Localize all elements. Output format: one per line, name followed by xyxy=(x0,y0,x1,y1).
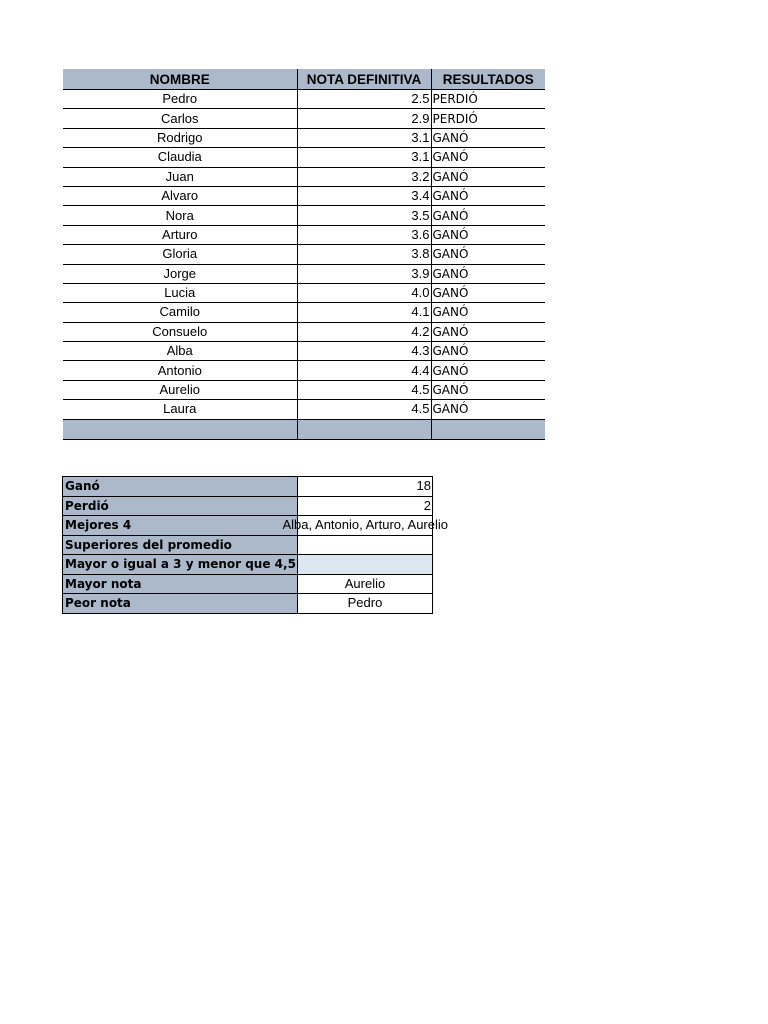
table-row xyxy=(63,342,545,361)
summary-value[interactable] xyxy=(298,535,433,555)
header-nombre[interactable]: NOMBRE xyxy=(63,69,297,90)
result-cell[interactable]: GANÓ xyxy=(431,361,545,380)
result-cell[interactable]: GANÓ xyxy=(431,148,545,167)
table-footer-row xyxy=(63,419,545,439)
student-name-cell[interactable]: Lucia xyxy=(63,283,297,302)
result-cell[interactable]: GANÓ xyxy=(431,128,545,147)
summary-value-text: Alba, Antonio, Arturo, Aurelio xyxy=(282,517,448,532)
result-cell[interactable]: GANÓ xyxy=(431,186,545,205)
table-row xyxy=(63,206,545,225)
student-name-cell[interactable]: Consuelo xyxy=(63,322,297,341)
student-name-cell[interactable]: Aurelio xyxy=(63,380,297,399)
summary-row xyxy=(63,535,433,555)
grade-cell[interactable]: 3.4 xyxy=(297,186,431,205)
result-cell[interactable]: GANÓ xyxy=(431,167,545,186)
result-cell[interactable]: GANÓ xyxy=(431,303,545,322)
table-row xyxy=(63,303,545,322)
grade-cell[interactable]: 3.6 xyxy=(297,225,431,244)
grades-header-row xyxy=(63,69,545,90)
summary-value[interactable]: 18 xyxy=(298,477,433,497)
summary-row xyxy=(63,594,433,614)
student-name-cell[interactable]: Nora xyxy=(63,206,297,225)
grade-cell[interactable]: 3.8 xyxy=(297,245,431,264)
table-row xyxy=(63,322,545,341)
table-row xyxy=(63,109,545,128)
student-name-cell[interactable]: Alba xyxy=(63,342,297,361)
grade-cell[interactable]: 4.0 xyxy=(297,283,431,302)
header-resultados[interactable]: RESULTADOS xyxy=(431,69,545,90)
result-cell[interactable]: GANÓ xyxy=(431,283,545,302)
student-name-cell[interactable]: Jorge xyxy=(63,264,297,283)
student-name-cell[interactable]: Laura xyxy=(63,400,297,419)
summary-label[interactable]: Mayor o igual a 3 y menor que 4,5 xyxy=(63,555,298,575)
grade-cell[interactable]: 4.5 xyxy=(297,380,431,399)
result-cell[interactable]: PERDIÓ xyxy=(431,109,545,128)
table-row xyxy=(63,167,545,186)
student-name-cell[interactable]: Gloria xyxy=(63,245,297,264)
result-cell[interactable]: GANÓ xyxy=(431,206,545,225)
student-name-cell[interactable]: Rodrigo xyxy=(63,128,297,147)
grade-cell[interactable]: 4.4 xyxy=(297,361,431,380)
grade-cell[interactable]: 3.1 xyxy=(297,148,431,167)
footer-cell[interactable] xyxy=(297,419,431,439)
grade-cell[interactable]: 4.5 xyxy=(297,400,431,419)
summary-value[interactable] xyxy=(298,555,433,575)
result-cell[interactable]: GANÓ xyxy=(431,245,545,264)
summary-value[interactable]: Pedro xyxy=(298,594,433,614)
grade-cell[interactable]: 4.3 xyxy=(297,342,431,361)
student-name-cell[interactable]: Camilo xyxy=(63,303,297,322)
summary-row xyxy=(63,516,433,536)
header-nota-definitiva[interactable]: NOTA DEFINITIVA xyxy=(297,69,431,90)
summary-value[interactable] xyxy=(282,516,448,536)
table-row xyxy=(63,186,545,205)
result-cell[interactable]: PERDIÓ xyxy=(431,90,545,109)
summary-label[interactable]: Mejores 4 xyxy=(63,516,298,536)
table-row xyxy=(63,90,545,109)
summary-table xyxy=(62,476,448,614)
footer-cell[interactable] xyxy=(63,419,297,439)
table-row xyxy=(63,128,545,147)
summary-label[interactable]: Peor nota xyxy=(63,594,298,614)
footer-cell[interactable] xyxy=(431,419,545,439)
student-name-cell[interactable]: Carlos xyxy=(63,109,297,128)
summary-row xyxy=(63,555,433,575)
student-name-cell[interactable]: Claudia xyxy=(63,148,297,167)
student-name-cell[interactable]: Alvaro xyxy=(63,186,297,205)
summary-row xyxy=(63,477,433,497)
table-row xyxy=(63,283,545,302)
summary-row xyxy=(63,496,433,516)
table-row xyxy=(63,380,545,399)
result-cell[interactable]: GANÓ xyxy=(431,342,545,361)
grade-cell[interactable]: 3.9 xyxy=(297,264,431,283)
summary-row xyxy=(63,574,433,594)
student-name-cell[interactable]: Antonio xyxy=(63,361,297,380)
grade-cell[interactable]: 4.1 xyxy=(297,303,431,322)
result-cell[interactable]: GANÓ xyxy=(431,322,545,341)
grades-table xyxy=(63,69,545,440)
result-cell[interactable]: GANÓ xyxy=(431,380,545,399)
grade-cell[interactable]: 3.5 xyxy=(297,206,431,225)
summary-label[interactable]: Perdió xyxy=(63,496,298,516)
summary-label[interactable]: Mayor nota xyxy=(63,574,298,594)
table-row xyxy=(63,361,545,380)
table-row xyxy=(63,400,545,419)
summary-label[interactable]: Superiores del promedio xyxy=(63,535,298,555)
grade-cell[interactable]: 2.9 xyxy=(297,109,431,128)
grade-cell[interactable]: 3.1 xyxy=(297,128,431,147)
summary-value[interactable]: Aurelio xyxy=(298,574,433,594)
result-cell[interactable]: GANÓ xyxy=(431,264,545,283)
summary-label[interactable]: Ganó xyxy=(63,477,298,497)
table-row xyxy=(63,148,545,167)
table-row xyxy=(63,264,545,283)
summary-value[interactable]: 2 xyxy=(298,496,433,516)
table-row xyxy=(63,225,545,244)
student-name-cell[interactable]: Arturo xyxy=(63,225,297,244)
table-row xyxy=(63,245,545,264)
grade-cell[interactable]: 4.2 xyxy=(297,322,431,341)
result-cell[interactable]: GANÓ xyxy=(431,400,545,419)
result-cell[interactable]: GANÓ xyxy=(431,225,545,244)
student-name-cell[interactable]: Juan xyxy=(63,167,297,186)
student-name-cell[interactable]: Pedro xyxy=(63,90,297,109)
grade-cell[interactable]: 2.5 xyxy=(297,90,431,109)
grade-cell[interactable]: 3.2 xyxy=(297,167,431,186)
